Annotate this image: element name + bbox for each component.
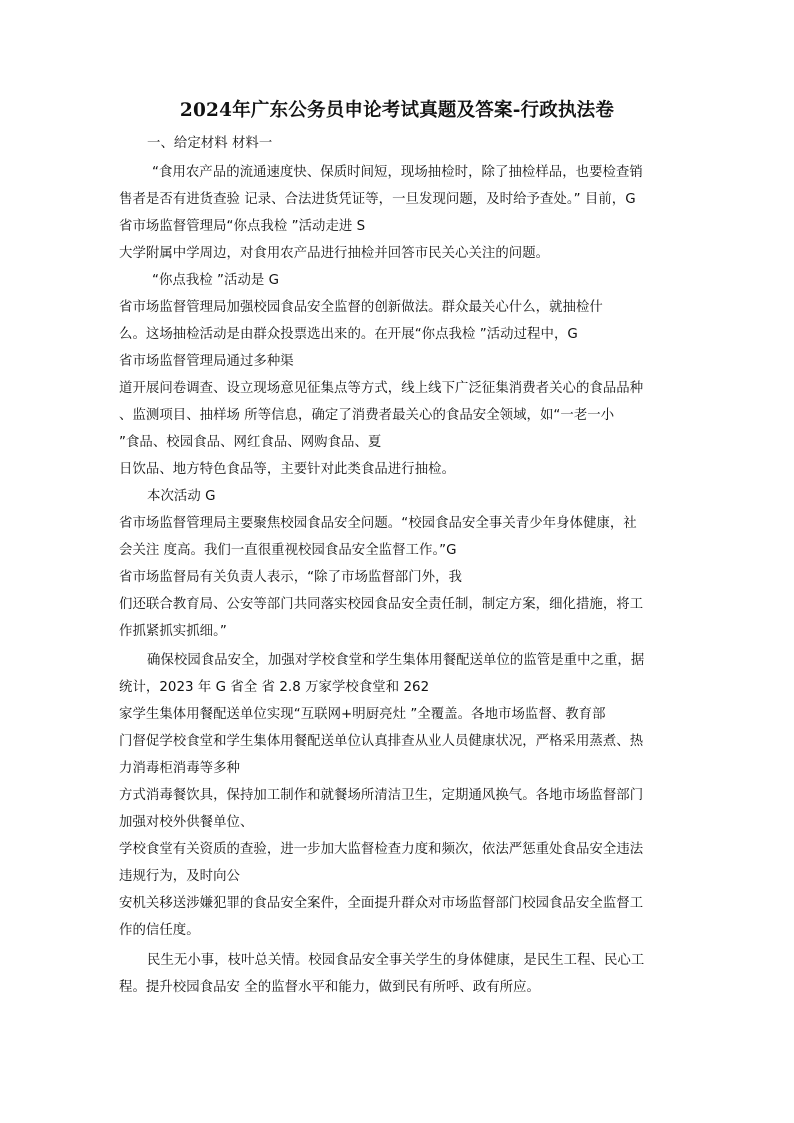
paragraph-line: 道开展问卷调查、设立现场意见征集点等方式，线上线下广泛征集消费者关心的食品品种 [119, 381, 644, 396]
paragraph-line: 省市场监督管理局“你点我检 ”活动走进 S [119, 219, 366, 234]
paragraph-line: 力消毒柜消毒等多种 [119, 761, 240, 776]
paragraph-line: 本次活动 G [147, 489, 216, 504]
paragraph-line: 售者是否有进货查验 记录、合法进货凭证等，一旦发现问题，及时给予查处。” 目前，G [119, 192, 636, 207]
paragraph-line: ”食品、校园食品、网红食品、网购食品、夏 [119, 435, 382, 450]
paragraph-line: 民生无小事，枝叶总关情。校园食品安全事关学生的身体健康，是民生工程、民心工 [147, 953, 645, 968]
paragraph-line: 学校食堂有关资质的查验，进一步加大监督检查力度和频次，依法严惩重处食品安全违法 [119, 842, 644, 857]
paragraph-line: 家学生集体用餐配送单位实现“互联网+明厨亮灶 ”全覆盖。各地市场监督、教育部 [119, 707, 606, 722]
paragraph-line: 违规行为，及时向公 [119, 869, 240, 884]
section-heading: 一、给定材料 材料一 [147, 136, 273, 151]
paragraph-line: 日饮品、地方特色食品等，主要针对此类食品进行抽检。 [119, 462, 456, 477]
paragraph-line: 程。提升校园食品安 全的监督水平和能力，做到民有所呼、政有所应。 [119, 980, 540, 995]
paragraph-line: 会关注 度高。我们一直很重视校园食品安全监督工作。”G [119, 543, 457, 558]
paragraph-line: 门督促学校食堂和学生集体用餐配送单位认真排查从业人员健康状况，严格采用蒸煮、热 [119, 734, 644, 749]
paragraph-line: 作的信任度。 [119, 923, 200, 938]
paragraph-line: 、监测项目、抽样场 所等信息，确定了消费者最关心的食品安全领域，如“一老一小 [119, 408, 615, 423]
paragraph-line: “食用农产品的流通速度快、保质时间短，现场抽检时，除了抽检样品，也要检查销 [152, 165, 643, 180]
paragraph-line: 省市场监督管理局主要聚焦校园食品安全问题。“校园食品安全事关青少年身体健康，社 [119, 516, 637, 531]
paragraph-line: 省市场监督管理局加强校园食品安全监督的创新做法。群众最关心什么，就抽检什 [119, 300, 603, 315]
paragraph-line: 安机关移送涉嫌犯罪的食品安全案件，全面提升群众对市场监督部门校园食品安全监督工 [119, 896, 644, 911]
paragraph-line: 么。这场抽检活动是由群众投票选出来的。在开展“你点我检 ”活动过程中，G [119, 327, 578, 342]
paragraph-line: 确保校园食品安全，加强对学校食堂和学生集体用餐配送单位的监管是重中之重，据 [147, 653, 645, 668]
paragraph-line: 作抓紧抓实抓细。” [119, 624, 227, 639]
paragraph-line: 省市场监督管理局通过多种渠 [119, 354, 294, 369]
paragraph-line: 加强对校外供餐单位、 [119, 815, 254, 830]
document-title: 2024年广东公务员申论考试真题及答案-行政执法卷 [179, 100, 615, 121]
paragraph-line: 方式消毒餐饮具，保持加工制作和就餐场所清洁卫生，定期通风换气。各地市场监督部门 [119, 788, 644, 803]
paragraph-line: 们还联合教育局、公安等部门共同落实校园食品安全责任制，制定方案，细化措施，将工 [119, 597, 644, 612]
paragraph-line: 大学附属中学周边，对食用农产品进行抽检并回答市民关心关注的问题。 [119, 246, 550, 261]
paragraph-line: 统计，2023 年 G 省全 省 2.8 万家学校食堂和 262 [119, 680, 430, 695]
paragraph-line: 省市场监督局有关负责人表示，“除了市场监督部门外，我 [119, 570, 463, 585]
paragraph-line: “你点我检 ”活动是 G [152, 273, 280, 288]
